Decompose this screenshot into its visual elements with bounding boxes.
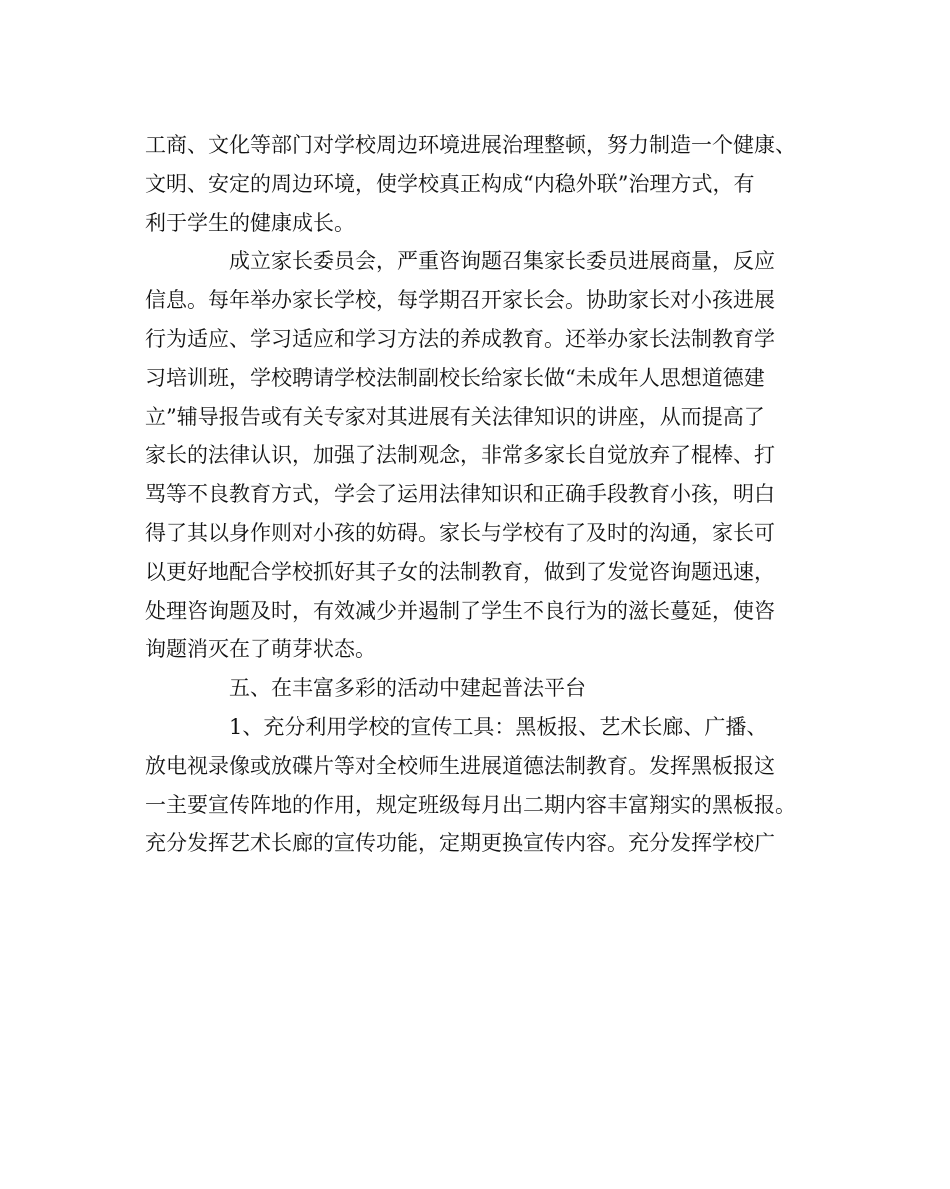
text-line: 充分发挥艺术长廊的宣传功能，定期更换宣传内容。充分发挥学校广: [145, 831, 775, 856]
text-line: 工商、文化等部门对学校周边环境进展治理整顿，努力制造一个健康、: [145, 133, 796, 157]
text-line: 立”辅导报告或有关专家对其进展有关法律知识的讲座，从而提高了: [145, 404, 765, 429]
text-line: 信息。每年举办家长学校，每学期召开家长会。协助家长对小孩进展: [145, 288, 775, 313]
text-line: 以更好地配合学校抓好其子女的法制教育，做到了发觉咨询题迅速，: [145, 559, 775, 584]
document-body: [145, 126, 815, 863]
text-line: 习培训班，学校聘请学校法制副校长给家长做“未成年人思想道德建: [145, 365, 765, 390]
text-line: 询题消灭在了萌芽状态。: [145, 637, 376, 662]
text-line: 得了其以身作则对小孩的妨碍。家长与学校有了及时的沟通，家长可: [145, 520, 775, 545]
text-line: 文明、安定的周边环境，使学校真正构成“内稳外联”治理方式，有: [145, 171, 755, 196]
text-line: 放电视录像或放碟片等对全校师生进展道德法制教育。发挥黑板报这: [145, 753, 775, 778]
section-heading: 五、在丰富多彩的活动中建起普法平台: [229, 676, 586, 701]
text-line: 处理咨询题及时，有效减少并遏制了学生不良行为的滋长蔓延，使咨: [145, 598, 775, 623]
text-line: 行为适应、学习适应和学习方法的养成教育。还举办家长法制教育学: [145, 326, 775, 351]
text-line: 利于学生的健康成长。: [145, 210, 355, 235]
text-line: 一主要宣传阵地的作用，规定班级每月出二期内容丰富翔实的黑板报。: [145, 792, 796, 817]
paragraph-first-line: 成立家长委员会，严重咨询题召集家长委员进展商量，反应: [229, 249, 775, 274]
paragraph-first-line: 1、充分利用学校的宣传工具：黑板报、艺术长廊、广播、: [229, 714, 768, 739]
text-line: 家长的法律认识，加强了法制观念，非常多家长自觉放弃了棍棒、打: [145, 443, 775, 468]
text-line: 骂等不良教育方式，学会了运用法律知识和正确手段教育小孩，明白: [145, 482, 775, 507]
